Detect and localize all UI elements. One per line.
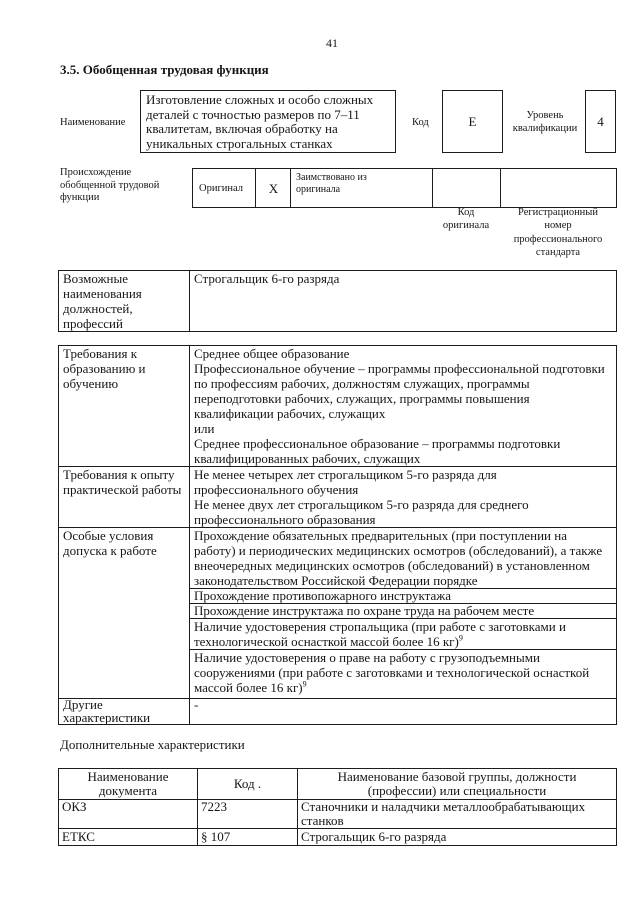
code-cell: 7223 (198, 800, 298, 829)
function-name-label: Наименование (60, 117, 126, 128)
experience-item: Не менее двух лет строгальщиком 5-го разряда для среднего профессионального образования (194, 497, 529, 527)
special-condition-text: Прохождение обязательных предварительных (при поступлении на работу) и периодических медицинских осмотров (обследований), а также внеочередных медицинских осмотров (обследований) в установленном законодательством Российской Федерации порядке (194, 528, 603, 588)
footnote-ref: 9 (302, 679, 307, 689)
experience-value (190, 467, 617, 528)
function-code-value: E (442, 90, 503, 153)
education-item: Среднее общее образование (194, 346, 350, 361)
table-row (59, 829, 617, 846)
document-cell: ОКЗ (59, 800, 198, 829)
requirements-table (58, 345, 617, 725)
education-item: или (194, 421, 215, 436)
other-label: Другие характеристики (59, 699, 190, 725)
experience-label: Требования к опыту практической работы (59, 467, 190, 528)
education-value (190, 346, 617, 467)
origin-table (192, 168, 617, 208)
additional-header-row (59, 769, 617, 800)
function-code-label: Код (412, 117, 429, 128)
special-condition-item (190, 650, 617, 699)
header-document-name: Наименование документа (59, 769, 198, 800)
special-conditions-row (59, 528, 617, 589)
special-condition-text: Наличие удостоверения стропальщика (при работе с заготовками и технологической оснасткой массой более 16 кг) (194, 619, 566, 649)
origin-borrowed-label: Заимствовано из оригинала (291, 169, 433, 208)
special-condition-text: Прохождение противопожарного инструктажа (194, 588, 451, 603)
page-number: 41 (326, 36, 338, 50)
education-item: Профессиональное обучение – программы профессиональной подготовки по профессиям рабочих, должностям служащих, программы переподготовки рабочих, служащих, программы повышения квалификации рабочих, служащих (194, 361, 605, 421)
other-value: - (190, 699, 617, 725)
code-cell: § 107 (198, 829, 298, 846)
origin-reg-number-cell (501, 169, 617, 208)
education-label: Требования к образованию и обучению (59, 346, 190, 467)
special-condition-text: Наличие удостоверения о праве на работу с грузоподъемными сооружениями (при работе с заготовками и технологической оснасткой массой более 16 кг) (194, 650, 590, 695)
special-condition-text: Прохождение инструктажа по охране труда на рабочем месте (194, 603, 535, 618)
origin-code-cell (433, 169, 501, 208)
special-condition-item (190, 528, 617, 589)
header-group-name: Наименование базовой группы, должности (профессии) или специальности (298, 769, 617, 800)
education-row (59, 346, 617, 467)
origin-row (193, 169, 617, 208)
experience-item: Не менее четырех лет строгальщиком 5-го разряда для профессионального обучения (194, 467, 497, 497)
header-code: Код . (198, 769, 298, 800)
table-row (59, 800, 617, 829)
additional-table (58, 768, 617, 846)
section-title: 3.5. Обобщенная трудовая функция (60, 62, 269, 77)
positions-value: Строгальщик 6-го разряда (190, 271, 617, 332)
code-original-caption: Код оригинала (442, 207, 490, 231)
group-name-cell: Строгальщик 6-го разряда (298, 829, 617, 846)
special-condition-item (190, 604, 617, 619)
origin-label: Происхождение обобщенной трудовой функции (60, 167, 160, 203)
group-name-cell: Станочники и наладчики металлообрабатывающих станков (298, 800, 617, 829)
document-cell: ЕТКС (59, 829, 198, 846)
positions-row (59, 271, 617, 332)
qualification-level-label: Уровень квалификации (512, 110, 578, 134)
additional-title: Дополнительные характеристики (60, 737, 245, 752)
origin-original-label: Оригинал (193, 169, 256, 208)
footnote-ref: 9 (458, 633, 463, 643)
other-row (59, 699, 617, 725)
positions-table (58, 270, 617, 332)
special-condition-item (190, 619, 617, 650)
positions-label: Возможные наименования должностей, профессий (59, 271, 190, 332)
special-condition-item (190, 589, 617, 604)
origin-original-mark: X (256, 169, 291, 208)
qualification-level-value: 4 (585, 90, 616, 153)
function-name-value: Изготовление сложных и особо сложных деталей с точностью размеров по 7–11 квалитетам, включая обработку на уникальных строгальных станках (140, 90, 396, 153)
reg-number-caption: Регистрационный номер профессионального стандарта (513, 207, 603, 258)
education-item: Среднее профессиональное образование – программы подготовки квалифицированных рабочих, служащих (194, 436, 561, 466)
special-conditions-label: Особые условия допуска к работе (59, 528, 190, 699)
experience-row (59, 467, 617, 528)
